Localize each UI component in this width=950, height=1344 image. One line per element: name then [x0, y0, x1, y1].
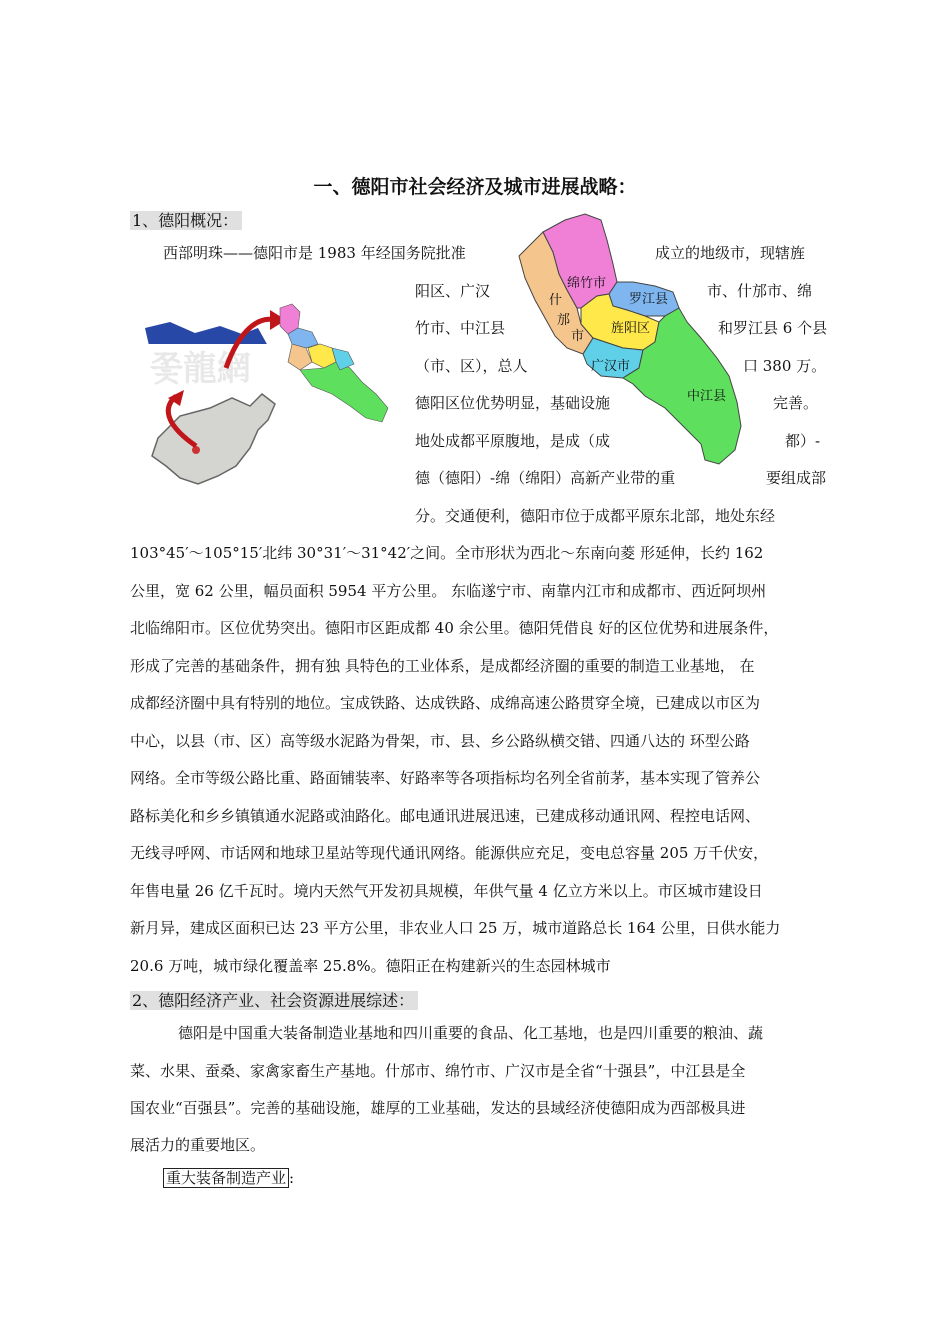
watermark-text: 쫓龍網 — [150, 349, 251, 389]
para1-line1-right: 成立的地级市，现辖旌 — [655, 244, 806, 262]
para1-line: 103°45′～105°15′北纬 30°31′～31°42′之间。全市形状为西北～东南向菱 形延伸，长约 162 — [130, 544, 764, 562]
label-mianzhu: 绵竹市 — [567, 276, 607, 291]
para1-line: 中心，以县（市、区）高等级水泥路为骨架，市、县、乡公路纵横交错、四通八达的 环型公路 — [130, 732, 750, 750]
label-guanghan: 广汉市 — [591, 359, 631, 374]
section2-line: 德阳是中国重大装备制造业基地和四川重要的食品、化工基地，也是四川重要的粮油、蔬 — [178, 1024, 764, 1042]
para1-line: 新月异，建成区面积已达 23 平方公里，非农业人口 25 万，城市道路总长 164 公里，日供水能力 — [130, 919, 781, 937]
para1-line7-right: 要组成部 — [766, 469, 827, 487]
para1-line5-left: 德阳区位优势明显，基础设施 — [415, 394, 611, 412]
para1-line5-right: 完善。 — [773, 394, 819, 412]
locator-map — [140, 298, 405, 508]
para1-line2-right: 市、什邡市、绵 — [707, 282, 813, 300]
para1-line6-left: 地处成都平原腹地，是成（成 — [415, 432, 611, 450]
para1-line: 年售电量 26 亿千瓦时。境内天然气开发初具规模，年供气量 4 亿立方米以上。市区城市建设日 — [130, 882, 763, 900]
para1-line1-left: 西部明珠——德阳市是 1983 年经国务院批准 — [163, 244, 466, 262]
para1-line: 公里，宽 62 公里，幅员面积 5954 平方公里。 东临遂宁市、南靠内江市和成都市、西近阿坝州 — [130, 582, 767, 600]
para1-line: 成都经济圈中具有特别的地位。宝成铁路、达成铁路、成绵高速公路贯穿全境，已建成以市区为 — [130, 694, 761, 712]
section-2-heading: 2、德阳经济产业、社会资源进展综述： — [130, 988, 418, 1011]
section2-line: 国农业“百强县”。完善的基础设施，雄厚的工业基础，发达的县域经济使德阳成为西部极具进 — [130, 1099, 746, 1117]
para1-line6-right: 都）- — [785, 432, 821, 450]
para1-line: 北临绵阳市。区位优势突出。德阳市区距成都 40 余公里。德阳凭借良 好的区位优势和进展条件， — [130, 619, 779, 637]
section2-line: 展活力的重要地区。 — [130, 1136, 266, 1154]
label-shi2: 市 — [571, 329, 585, 344]
para1-line7-left: 德（德阳）-绵（绵阳）高新产业带的重 — [415, 469, 676, 487]
label-zhongjiang: 中江县 — [687, 389, 727, 404]
deyang-map — [505, 212, 750, 470]
para1-line: 路标美化和乡乡镇镇通水泥路或油路化。邮电通讯进展迅速，已建成移动通讯网、程控电话网、 — [130, 807, 761, 825]
label-fang: 邡 — [557, 313, 571, 328]
para1-line: 20.6 万吨，城市绿化覆盖率 25.8%。德阳正在构建新兴的生态园林城市 — [130, 957, 611, 975]
para1-line2-left: 阳区、广汉 — [415, 282, 491, 300]
para1-line4-left: （市、区），总人 — [415, 357, 528, 375]
small-deyang-map — [280, 304, 388, 422]
para1-line3-right: 和罗江县 6 个县 — [718, 319, 828, 337]
para1-line: 网络。全市等级公路比重、路面铺装率、好路率等各项指标均名列全省前茅，基本实现了管养公 — [130, 769, 761, 787]
page-title: 一、德阳市社会经济及城市进展战略： — [313, 176, 637, 198]
subheading-equipment: 重大装备制造产业 : — [163, 1167, 294, 1188]
para1-line: 无线寻呼网、市话网和地球卫星站等现代通讯网络。能源供应充足，变电总容量 205 万千伏安， — [130, 844, 769, 862]
label-jingyang: 旌阳区 — [611, 321, 651, 336]
para1-line3-left: 竹市、中江县 — [415, 319, 506, 337]
label-shi: 什 — [549, 293, 563, 308]
para1-line8: 分。交通便利，德阳市位于成都平原东北部，地处东经 — [415, 507, 776, 525]
label-luojiang: 罗江县 — [629, 292, 669, 307]
subheading-equipment-label: 重大装备制造产业 — [163, 1168, 289, 1188]
para1-line: 形成了完善的基础条件，拥有独 具特色的工业体系，是成都经济圈的重要的制造工业基地， 在 — [130, 657, 755, 675]
section-1-heading: 1、德阳概况： — [130, 208, 242, 231]
para1-line4-right: 口 380 万。 — [743, 357, 827, 375]
section2-line: 菜、水果、蚕桑、家禽家畜生产基地。什邡市、绵竹市、广汉市是全省“十强县”，中江县是全 — [130, 1062, 746, 1080]
